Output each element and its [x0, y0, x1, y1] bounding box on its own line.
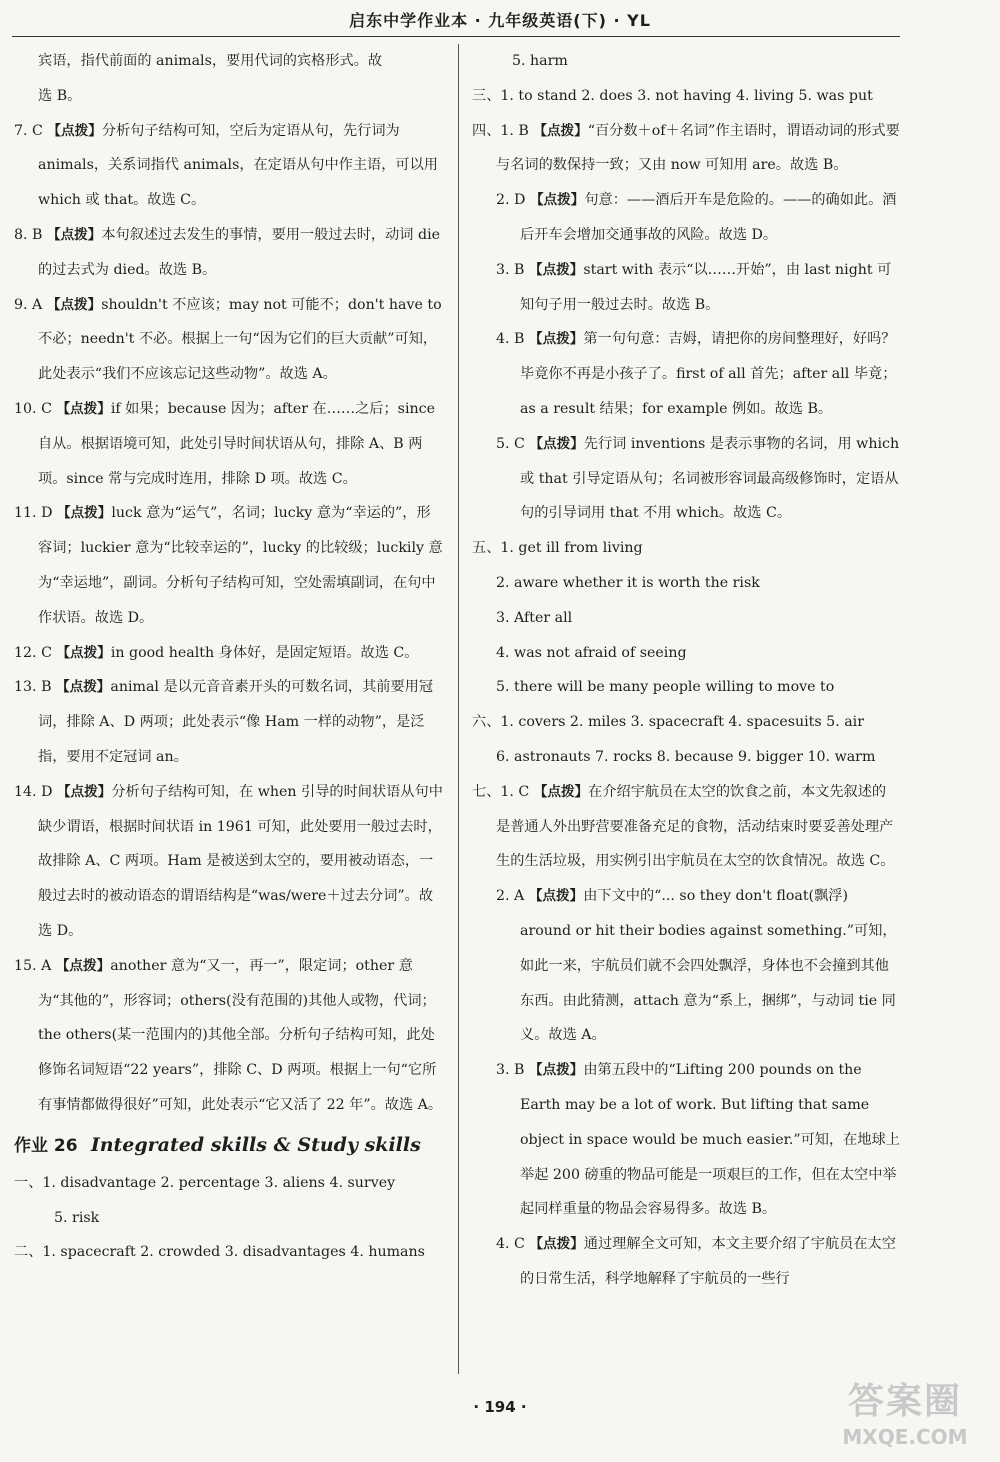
- reading-item-4: 4. C 【点拨】通过理解全文可知，本文主要介绍了宇航员在太空的日常生活，科学地解释了宇航员的一些行: [496, 1236, 896, 1287]
- answer-item-14: 14. D 【点拨】分析句子结构可知，在 when 引导的时间状语从句中缺少谓语，根据时间状语 in 1961 可知，此处要用一般过去时，故排除 A、C 两项。Ham 是被送到太空的，要用被动语态，一般过去时的被动语态的谓语结构是“was/were＋过去分词”。故选 D。: [14, 783, 443, 939]
- vocab-answers-2: 二、1. spacecraft 2. crowded 3. disadvantages 4. humans: [14, 1244, 425, 1261]
- reading-item-3: 3. B 【点拨】由第五段中的“Lifting 200 pounds on the Earth may be a lot of work. But lifting that same object in space would be much easier.”可知，在地球上举起 200 磅重的物品可能是一项艰巨的工作，但在太空中举起同样重量的物品会容易得多。故选 B。: [496, 1062, 900, 1218]
- hint-tag: 【点拨】: [46, 226, 102, 243]
- choice-item-1: 四、1. B 【点拨】“百分数＋of＋名词”作主语时，谓语动词的形式要与名词的数保持一致；又由 now 可知用 are。故选 B。: [472, 122, 900, 174]
- cloze-answers-2: 6. astronauts 7. rocks 8. because 9. bigger 10. warm: [496, 748, 876, 765]
- phrase-answer-5: 5. there will be many people willing to move to: [496, 679, 835, 696]
- watermark-logo: [810, 1380, 1000, 1462]
- hint-tag: 【点拨】: [56, 400, 111, 417]
- page-number: · 194 ·: [473, 1398, 527, 1416]
- choice-item-5: 5. C 【点拨】先行词 inventions 是表示事物的名词，用 which 或 that 引导定语从句；名词被形容词最高级修饰时，定语从句的引导词用 that 不用 which。故选 C。: [496, 435, 900, 522]
- answer-continuation: 宾语，指代前面的 animals，要用代词的宾格形式。故: [38, 53, 383, 69]
- hint-tag: 【点拨】: [55, 957, 111, 974]
- cloze-answers-1: 六、1. covers 2. miles 3. spacecraft 4. spacesuits 5. air: [472, 714, 864, 731]
- hint-tag: 【点拨】: [529, 435, 584, 452]
- reading-item-1: 七、1. C 【点拨】在介绍宇航员在太空的饮食之前，本文先叙述的是普通人外出野营要准备充足的食物，活动结束时要妥善处理产生的生活垃圾，用实例引出宇航员在太空的饮食情况。故选 C。: [472, 783, 895, 870]
- hint-tag: 【点拨】: [56, 505, 112, 522]
- hint-tag: 【点拨】: [529, 192, 585, 209]
- hint-tag: 【点拨】: [46, 296, 102, 313]
- hint-tag: 【点拨】: [533, 783, 589, 800]
- answer-item-7: 7. C 【点拨】分析句子结构可知，空后为定语从句，先行词为 animals，关系词指代 animals，在定语从句中作主语，可以用 which 或 that。故选 C。: [14, 122, 438, 209]
- choice-item-2: 2. D 【点拨】句意：——酒后开车是危险的。——的确如此。酒后开车会增加交通事故的风险。故选 D。: [496, 192, 897, 243]
- vocab-answers-1-cont: 5. risk: [54, 1209, 100, 1226]
- hint-tag: 【点拨】: [528, 331, 584, 348]
- verb-form-answers: 三、1. to stand 2. does 3. not having 4. living 5. was put: [472, 87, 873, 104]
- answer-item-10: 10. C 【点拨】if 如果；because 因为；after 在……之后；since 自从。根据语境可知，此处引导时间状语从句，排除 A、B 两项。since 常与完成时连用，排除 D 项。故选 C。: [14, 400, 435, 487]
- right-column: [472, 44, 900, 1297]
- answer-item-8: 8. B 【点拨】本句叙述过去发生的事情，要用一般过去时，动词 die 的过去式为 died。故选 B。: [14, 226, 441, 278]
- answer-continuation: 选 B。: [38, 87, 82, 104]
- left-column: [14, 44, 444, 1270]
- header-rule: [12, 36, 900, 37]
- answer-item-12: 12. C 【点拨】in good health 身体好，是固定短语。故选 C。: [14, 644, 419, 661]
- hint-tag: 【点拨】: [56, 679, 111, 696]
- answer-item-11: 11. D 【点拨】luck 意为“运气”，名词；lucky 意为“幸运的”，形容词；luckier 意为“比较幸运的”，lucky 的比较级；luckily 意为“幸运地”，副词。分析句子结构可知，空处需填副词，在句中作状语。故选 D。: [14, 505, 443, 626]
- phrase-answer-1: 五、1. get ill from living: [472, 540, 643, 557]
- phrase-answer-3: 3. After all: [496, 609, 573, 626]
- vocab-answers-1: 一、1. disadvantage 2. percentage 3. aliens 4. survey: [14, 1174, 396, 1191]
- phrase-answer-2: 2. aware whether it is worth the risk: [496, 574, 760, 591]
- answer-item-13: 13. B 【点拨】animal 是以元音音素开头的可数名词，其前要用冠词，排除 A、D 两项；此处表示“像 Ham 一样的动物”，是泛指，要用不定冠词 an。: [14, 679, 434, 765]
- watermark-url: MXQE.COM: [842, 1425, 968, 1449]
- hint-tag: 【点拨】: [528, 1062, 584, 1079]
- hint-tag: 【点拨】: [529, 1236, 584, 1253]
- answer-item-15: 15. A 【点拨】another 意为“又一，再一”，限定词；other 意为“其他的”，形容词；others(没有范围的)其他人或物，代词；the others(某一范围内的)其他全部。分析句子结构可知，此处修饰名词短语“22 years”，排除 C、D 两项。根据上一句“它所有事情都做得很好”可知，此处表示“它又活了 22 年”。故选 A。: [14, 957, 443, 1113]
- section-heading: 作业 26 Integrated skills & Study skills: [14, 1133, 421, 1156]
- hint-tag: 【点拨】: [533, 122, 588, 139]
- choice-item-4: 4. B 【点拨】第一句句意：吉姆，请把你的房间整理好，好吗？毕竟你不再是小孩子了。first of all 首先；after all 毕竟；as a result 结果；for example 例如。故选 B。: [496, 331, 897, 417]
- running-header: 启东中学作业本 · 九年级英语(下) · YL: [349, 11, 651, 30]
- vocab-answers-2-cont: 5. harm: [512, 53, 568, 69]
- hint-tag: 【点拨】: [47, 122, 102, 139]
- watermark-text: 答案圈: [847, 1381, 962, 1422]
- column-divider: [458, 44, 459, 1374]
- phrase-answer-4: 4. was not afraid of seeing: [496, 644, 687, 661]
- hint-tag: 【点拨】: [56, 783, 112, 800]
- choice-item-3: 3. B 【点拨】start with 表示“以……开始”，由 last night 可知句子用一般过去时。故选 B。: [496, 261, 892, 313]
- hint-tag: 【点拨】: [528, 261, 584, 278]
- hint-tag: 【点拨】: [528, 888, 584, 905]
- reading-item-2: 2. A 【点拨】由下文中的“... so they don't float(飘浮) around or hit their bodies against something.”可知，如此一来，宇航员们就不会四处飘浮，身体也不会撞到其他东西。由此猜测，attach 意为“系上，捆绑”，与动词 tie 同义。故选 A。: [496, 888, 897, 1044]
- answer-item-9: 9. A 【点拨】shouldn't 不应该；may not 可能不；don't have to 不必；needn't 不必。根据上一句“因为它们的巨大贡献”可知，此处表示“我们不应该忘记这些动物”。故选 A。: [14, 296, 442, 383]
- hint-tag: 【点拨】: [56, 644, 111, 661]
